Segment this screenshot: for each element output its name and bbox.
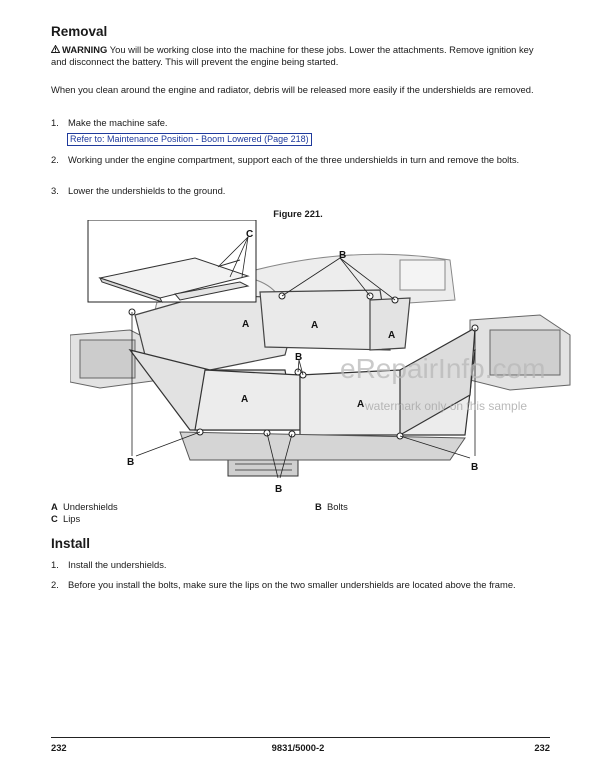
legend-text: Undershields: [63, 501, 118, 512]
undershield-figure: [70, 220, 596, 500]
step-text: Lower the undershields to the ground.: [68, 185, 226, 196]
install-heading: Install: [51, 536, 91, 551]
warning-triangle-icon: [51, 44, 62, 56]
legend-key: B: [315, 501, 322, 512]
callout-b-middle: B: [295, 352, 303, 363]
legend-key: A: [51, 501, 58, 512]
legend-item-c: [51, 513, 80, 525]
step-text: Install the undershields.: [68, 559, 167, 570]
callout-a-upper-center: A: [311, 320, 319, 331]
step-number: 1.: [51, 559, 59, 570]
footer-doc-number: 9831/5000-2: [271, 742, 325, 753]
callout-b-top: B: [339, 250, 347, 261]
footer-page-left: 232: [51, 742, 67, 753]
step-number: 2.: [51, 579, 59, 590]
callout-b-bottom: B: [275, 484, 283, 495]
figure-caption: Figure 221.: [273, 208, 323, 219]
warning-paragraph: [51, 44, 550, 68]
maintenance-position-link[interactable]: Refer to: Maintenance Position - Boom Lowered (Page 218): [67, 133, 312, 146]
footer-page-right: 232: [534, 742, 550, 753]
legend-text: Bolts: [327, 501, 348, 512]
step-number: 2.: [51, 154, 59, 165]
callout-a-lower-right: A: [357, 399, 365, 410]
warning-text: You will be working close into the machine for these jobs. Lower the attachments. Remove ignition key and disconnect the battery. This will prevent the engine being started.: [51, 44, 534, 67]
callout-b-right: B: [471, 462, 479, 473]
step-number: 1.: [51, 117, 59, 128]
callout-c: C: [246, 229, 254, 240]
watermark-sub: watermark only on this sample: [365, 399, 528, 413]
step-number: 3.: [51, 185, 59, 196]
callout-a-upper-left: A: [242, 319, 250, 330]
callout-b-left: B: [127, 457, 135, 468]
removal-heading: Removal: [51, 24, 108, 39]
legend-text: Lips: [63, 513, 81, 524]
step-text: Make the machine safe.: [68, 117, 168, 128]
footer-rule: [51, 737, 550, 738]
callout-a-upper-right: A: [388, 330, 396, 341]
intro-paragraph: When you clean around the engine and radiator, debris will be released more easily if the undershields are removed.: [51, 84, 534, 95]
step-text: Working under the engine compartment, support each of the three undershields in turn and remove the bolts.: [68, 154, 520, 165]
undershield-illustration: [70, 220, 596, 500]
callout-a-lower-left: A: [241, 394, 249, 405]
legend-key: C: [51, 513, 58, 524]
watermark-main: eRepairInfo.com: [340, 353, 546, 384]
legend-item-b: [315, 501, 348, 513]
warning-label: WARNING: [62, 44, 108, 55]
step-text: Before you install the bolts, make sure the lips on the two smaller undershields are located above the frame.: [68, 579, 516, 590]
legend-item-a: [51, 501, 118, 513]
